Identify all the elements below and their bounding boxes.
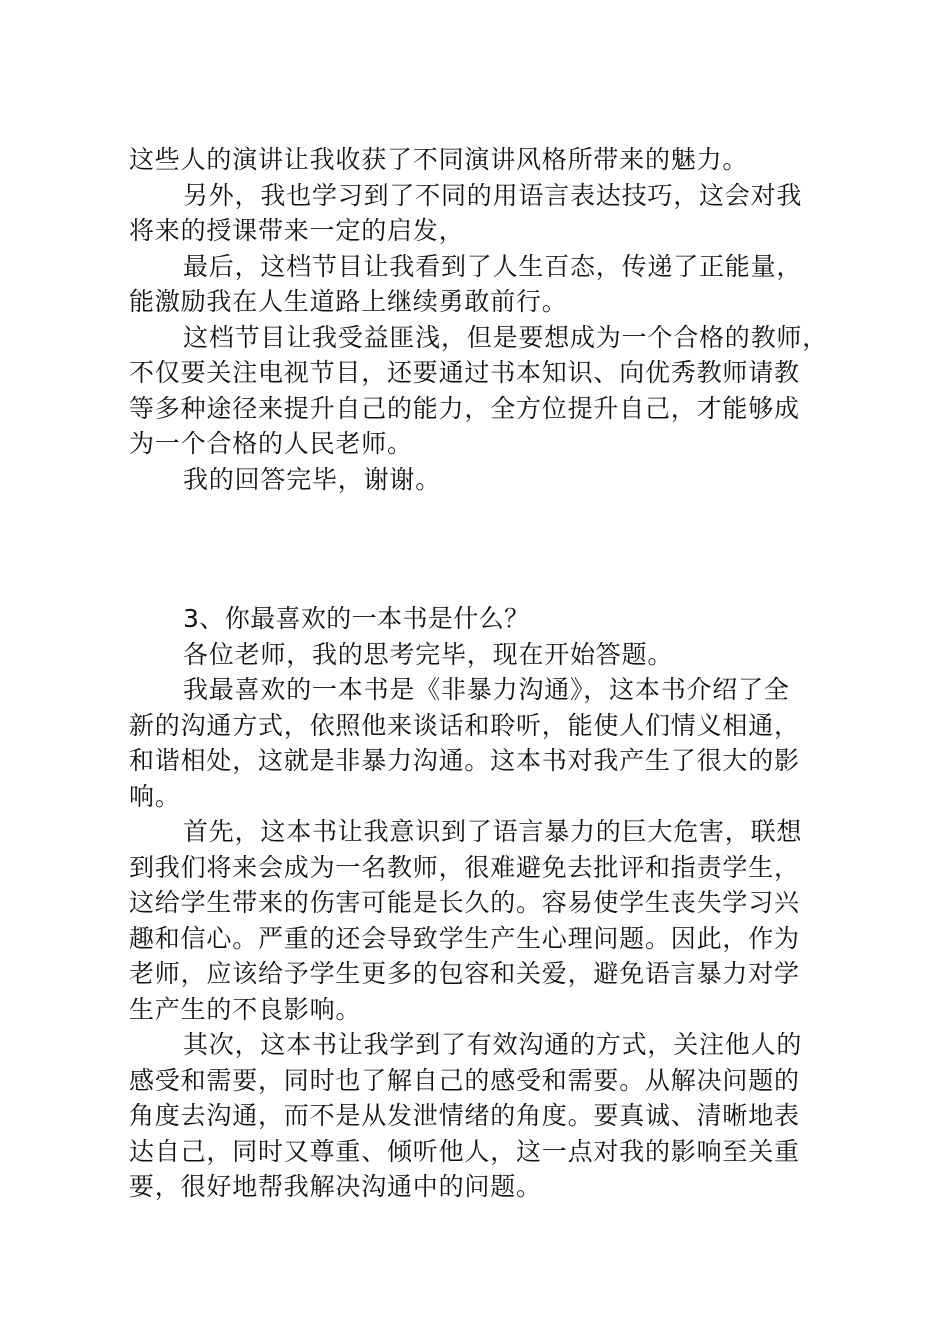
paragraph-line: 响。 xyxy=(129,781,181,811)
paragraph-line: 能激励我在人生道路上继续勇敢前行。 xyxy=(129,287,568,316)
paragraph-line: 为一个合格的人民老师。 xyxy=(129,429,413,458)
paragraph-line: 首先，这本书让我意识到了语言暴力的巨大危害，联想 xyxy=(183,817,803,846)
paragraph-line: 老师，应该给予学生更多的包容和关爱，避免语言暴力对学 xyxy=(129,959,800,988)
paragraph-line: 感受和需要，同时也了解自己的感受和需要。从解决问题的 xyxy=(129,1065,800,1095)
paragraph-line: 到我们将来会成为一名教师，很难避免去批评和指责学生， xyxy=(129,852,800,882)
paragraph-line: 将来的授课带来一定的启发， xyxy=(129,216,465,245)
paragraph-line: 达自己，同时又尊重、倾听他人，这一点对我的影响至关重 xyxy=(129,1136,800,1166)
paragraph-line: 这给学生带来的伤害可能是长久的。容易使学生丧失学习兴 xyxy=(129,888,800,917)
paragraph-line: 要，很好地帮我解决沟通中的问题。 xyxy=(129,1172,542,1201)
paragraph-line: 我最喜欢的一本书是《非暴力沟通》，这本书介绍了全 xyxy=(183,675,790,704)
paragraph-line: 角度去沟通，而不是从发泄情绪的角度。要真诚、清晰地表 xyxy=(129,1101,800,1130)
paragraph-line: 最后，这档节目让我看到了人生百态，传递了正能量， xyxy=(183,251,803,281)
question-heading: 3、你最喜欢的一本书是什么？ xyxy=(183,604,530,633)
question-3-section xyxy=(129,601,864,1205)
paragraph-line: 和谐相处，这就是非暴力沟通。这本书对我产生了很大的影 xyxy=(129,746,800,775)
paragraph-line: 我的回答完毕，谢谢。 xyxy=(183,464,442,494)
paragraph-line: 另外，我也学习到了不同的用语言表达技巧，这会对我 xyxy=(183,180,803,210)
paragraph-line: 各位老师，我的思考完毕，现在开始答题。 xyxy=(183,639,674,669)
paragraph-line: 趣和信心。严重的还会导致学生产生心理问题。因此，作为 xyxy=(129,923,800,953)
paragraph-line: 新的沟通方式，依照他来谈话和聆听，能使人们情义相通， xyxy=(129,710,800,740)
paragraph-line: 生产生的不良影响。 xyxy=(129,994,362,1024)
answer-2-continuation xyxy=(129,142,864,497)
paragraph-line: 这些人的演讲让我收获了不同演讲风格所带来的魅力。 xyxy=(129,145,749,174)
paragraph-line: 其次，这本书让我学到了有效沟通的方式，关注他人的 xyxy=(183,1030,803,1059)
paragraph-line: 等多种途径来提升自己的能力，全方位提升自己，才能够成 xyxy=(129,393,800,423)
paragraph-line: 这档节目让我受益匪浅，但是要想成为一个合格的教师， xyxy=(183,322,829,352)
paragraph-line: 不仅要关注电视节目，还要通过书本知识、向优秀教师请教 xyxy=(129,358,800,387)
